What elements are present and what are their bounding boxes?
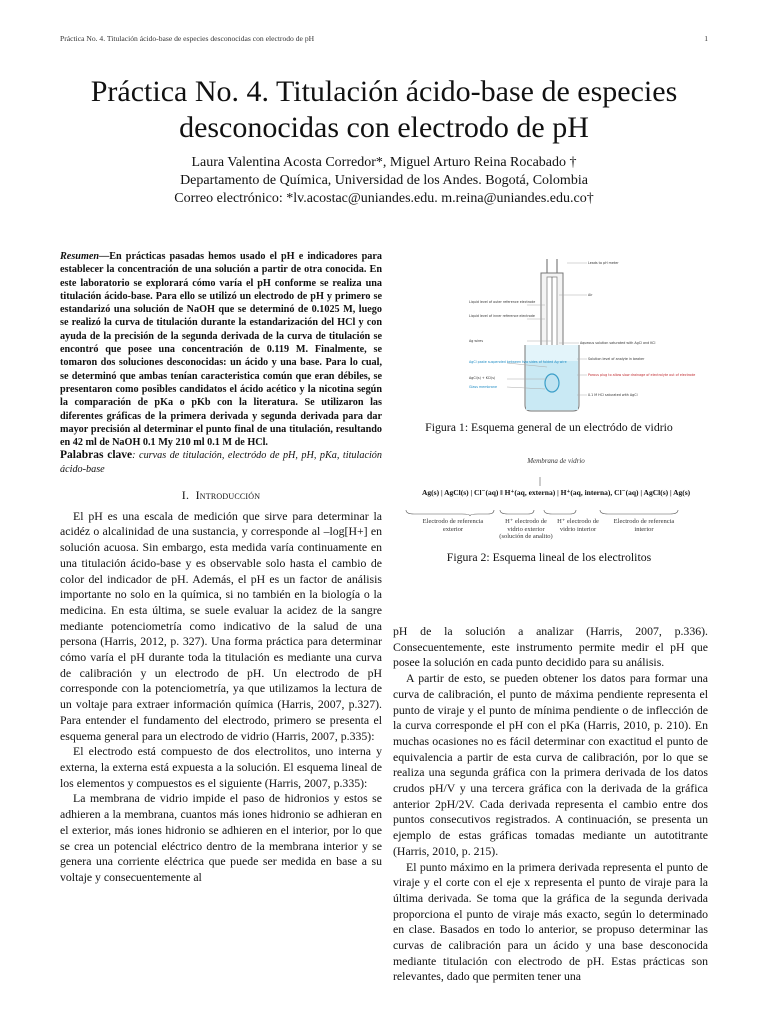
- paragraph: El punto máximo en la primera derivada representa el punto de viraje y el corte con el eje x representa el punto de viraje para la última derivada. Se toma que la gráfica de la segunda derivada proporciona el punto de viraje más exacto, según lo determinado en clase. Basados en todo lo anterior, se propuso determinar las curvas de calibración para un ácido y una base desconocida mediante titulación con electrodo de pH. Estas prácticas son relevantes, dado que permiten tener una: [393, 859, 708, 984]
- email: Correo electrónico: *lv.acostac@uniandes.edu. m.reina@uniandes.edu.co†: [174, 191, 594, 206]
- fig1-label: Porous plug to allow slow drainage of electrolyte out of electrode: [588, 373, 696, 377]
- fig1-label: Ag wires: [469, 339, 484, 343]
- fig1-label: Liquid level of inner reference electrode: [469, 314, 535, 318]
- right-column: [393, 624, 708, 985]
- glass-electrode-diagram: [467, 255, 696, 415]
- page-number: 1: [704, 34, 708, 43]
- paragraph: pH de la solución a analizar (Harris, 2007, p.336). Consecuentemente, este instrumento permite medir el pH que posee la solución en cada punto decidido para su análisis.: [393, 624, 708, 670]
- fig2-label: H⁺ electrodo de vidrio interior: [557, 518, 599, 533]
- left-column: [60, 250, 382, 886]
- title-line-1: Práctica No. 4. Titulación ácido-base de especies: [90, 75, 678, 108]
- section-heading: [60, 488, 382, 504]
- keywords: [60, 449, 382, 476]
- fig1-label: 0.1 M HCl saturated with AgCl: [588, 393, 638, 397]
- fig2-label: Electrodo de referencia exterior: [422, 518, 484, 533]
- paragraph: A partir de esto, se pueden obtener los datos para formar una curva de calibración, el punto de máxima pendiente representa el punto de viraje y el punto de mínima pendiente o de inflección de la curva corresponde el pH con el pKa (Harris, 2010, p. 210). En muchas ocasiones no es fácil determinar con exactitud el punto de equivalencia a partir de esta curva de calibración, por lo que se realiza una segunda gráfica con la primera derivada de los datos crudos pH/V y una tercera gráfica con la derivada de la gráfica anterior 2pH/2V. Cada derivada representa el cambio entre dos puntos consecutivos registrados. A continuación, se presenta un ejemplo de estas gráficas tomadas mediante un autotitrante (Harris, 2010, p. 215).: [393, 671, 708, 858]
- paragraph: El pH es una escala de medición que sirve para determinar la acidéz o alcalinidad de una sustancia, y corresponde al –log[H+] en solución acuosa. Sin embargo, esta medida varía continuamente en una titulación ácido-base y es observable solo hasta el cambio de color del indicador de pH. Además, el pH es un factor de análisis importante no solo en la química, si no también en la biología o la medicina. En esta última, se suele evaluar la acidez de la sangre mediante potenciometría como indicativo de la salud de una persona (Harris, 2012, p. 327). Una forma práctica para determinar cómo varía el pH durante toda la titulación es mediante una curva de calibración y un electrodo de pH. Un electrodo de pH corresponde con la potenciometría, ya que utilizamos la lectura de un voltaje para extraer información química (Harris, 2007, p.327). Para entender el fundamento del electrodo, primero se presenta el esquema general para un electrodo de vidrio (Harris, 2007, p.335):: [60, 508, 382, 743]
- paragraph: La membrana de vidrio impide el paso de hidronios y estos se adhieren a la membrana, cuantos más iones hidronio se adhieran en el exterior, más iones hidronio se adhieren en el interior, por lo que se crea un potencial eléctrico dentro de la membrana interior y se genera una corriente eléctrica que puede ser medida en base a su voltaje y consecuentemente al: [60, 791, 382, 884]
- running-head: [60, 34, 708, 43]
- figure-1-caption: Figura 1: Esquema general de un electródo de vidrio: [425, 420, 673, 434]
- keywords-text: : curvas de titulación, electródo de pH, pH, pKa, titulación ácido-base: [60, 450, 382, 475]
- membrane-label: Membrana de vidrio: [527, 457, 585, 465]
- fig2-label: Electrodo de referencia interior: [613, 518, 675, 533]
- electrolyte-equation: Ag(s) | AgCl(s) | Cl⁻(aq) ‖ H⁺(aq, externa) | H⁺(aq, interna), Cl⁻(aq) | AgCl(s) | Ag(s): [422, 488, 691, 497]
- affiliation: Departamento de Química, Universidad de los Andes. Bogotá, Colombia: [180, 173, 588, 188]
- fig1-label: Aqueous solution saturated with AgCl and KCl: [580, 341, 656, 345]
- fig2-label: H⁺ electrodo de vidrio exterior (solución de analito): [499, 518, 553, 540]
- fig1-label: Glass membrane: [469, 385, 498, 389]
- abstract-label: Resumen: [60, 251, 100, 262]
- paper-title: [40, 74, 728, 146]
- fig1-label: AgCl paste suspended between two sides of folded Ag wire: [469, 360, 567, 364]
- author-block: [60, 154, 708, 208]
- title-line-2: desconocidas con electrodo de pH: [179, 111, 589, 144]
- keywords-label: Palabras clave: [60, 449, 133, 462]
- figure-2-caption: Figura 2: Esquema lineal de los electrolitos: [446, 550, 652, 564]
- section-title: Introducción: [195, 488, 261, 503]
- paragraph: El electrodo está compuesto de dos electrolitos, uno interna y externa, la externa está expuesta a la solución. El esquema lineal de los elementos y compuestos es el siguiente (Harris, 2007, p.335):: [60, 744, 382, 790]
- fig1-label: Air: [588, 293, 593, 297]
- fig1-label: Solution level of analyte in beaker: [588, 357, 645, 361]
- section-number: I.: [181, 488, 190, 503]
- authors: Laura Valentina Acosta Corredor*, Miguel Arturo Reina Rocabado †: [191, 155, 577, 170]
- fig1-label: Leads to pH meter: [588, 261, 619, 265]
- running-head-text: Práctica No. 4. Titulación ácido-base de especies desconocidas con electrodo de pH: [60, 34, 315, 43]
- abstract: [60, 250, 382, 449]
- figure-1-glass-electrode: [467, 255, 696, 415]
- fig1-label: Liquid level of outer reference electrode: [469, 300, 536, 304]
- fig1-label: AgCl(s) + KCl(s): [469, 376, 496, 380]
- abstract-text: —En prácticas pasadas hemos usado el pH e indicadores para establecer la concentración de una solución a partir de otra conocida. En este laboratorio se explorará cómo varía el pH conforme se realiza una titulación ácido-base. Para ello se utilizó un electrodo de pH y primero se estandarizó una solución de NaOH que se determinó de 0.1025 M, luego se realizó la curva de titulación durante la estandarización del HCl y con ayuda de la precisión de la segunda derivada de la curva de titulación se encontró que posee una concentración de 0.119 M. Finalmente, se tomaron dos soluciones desconocidas: un ácido y una base. Para lo cual, se determinó que ambas tenían caracteristica común que eran débiles, se presentaron como posibles candidatos el ácido acético y la nicotina según la comparación de pKa o pKb con la literatura. Se utilizaron las diferentes gráficas de la primera derivada y segunda derivada para dar mayor precisión al determinar el punto final de una titulación, resultando en 42 ml de NaOH 0.1 My 210 ml 0.1 M de HCl.: [60, 251, 382, 449]
